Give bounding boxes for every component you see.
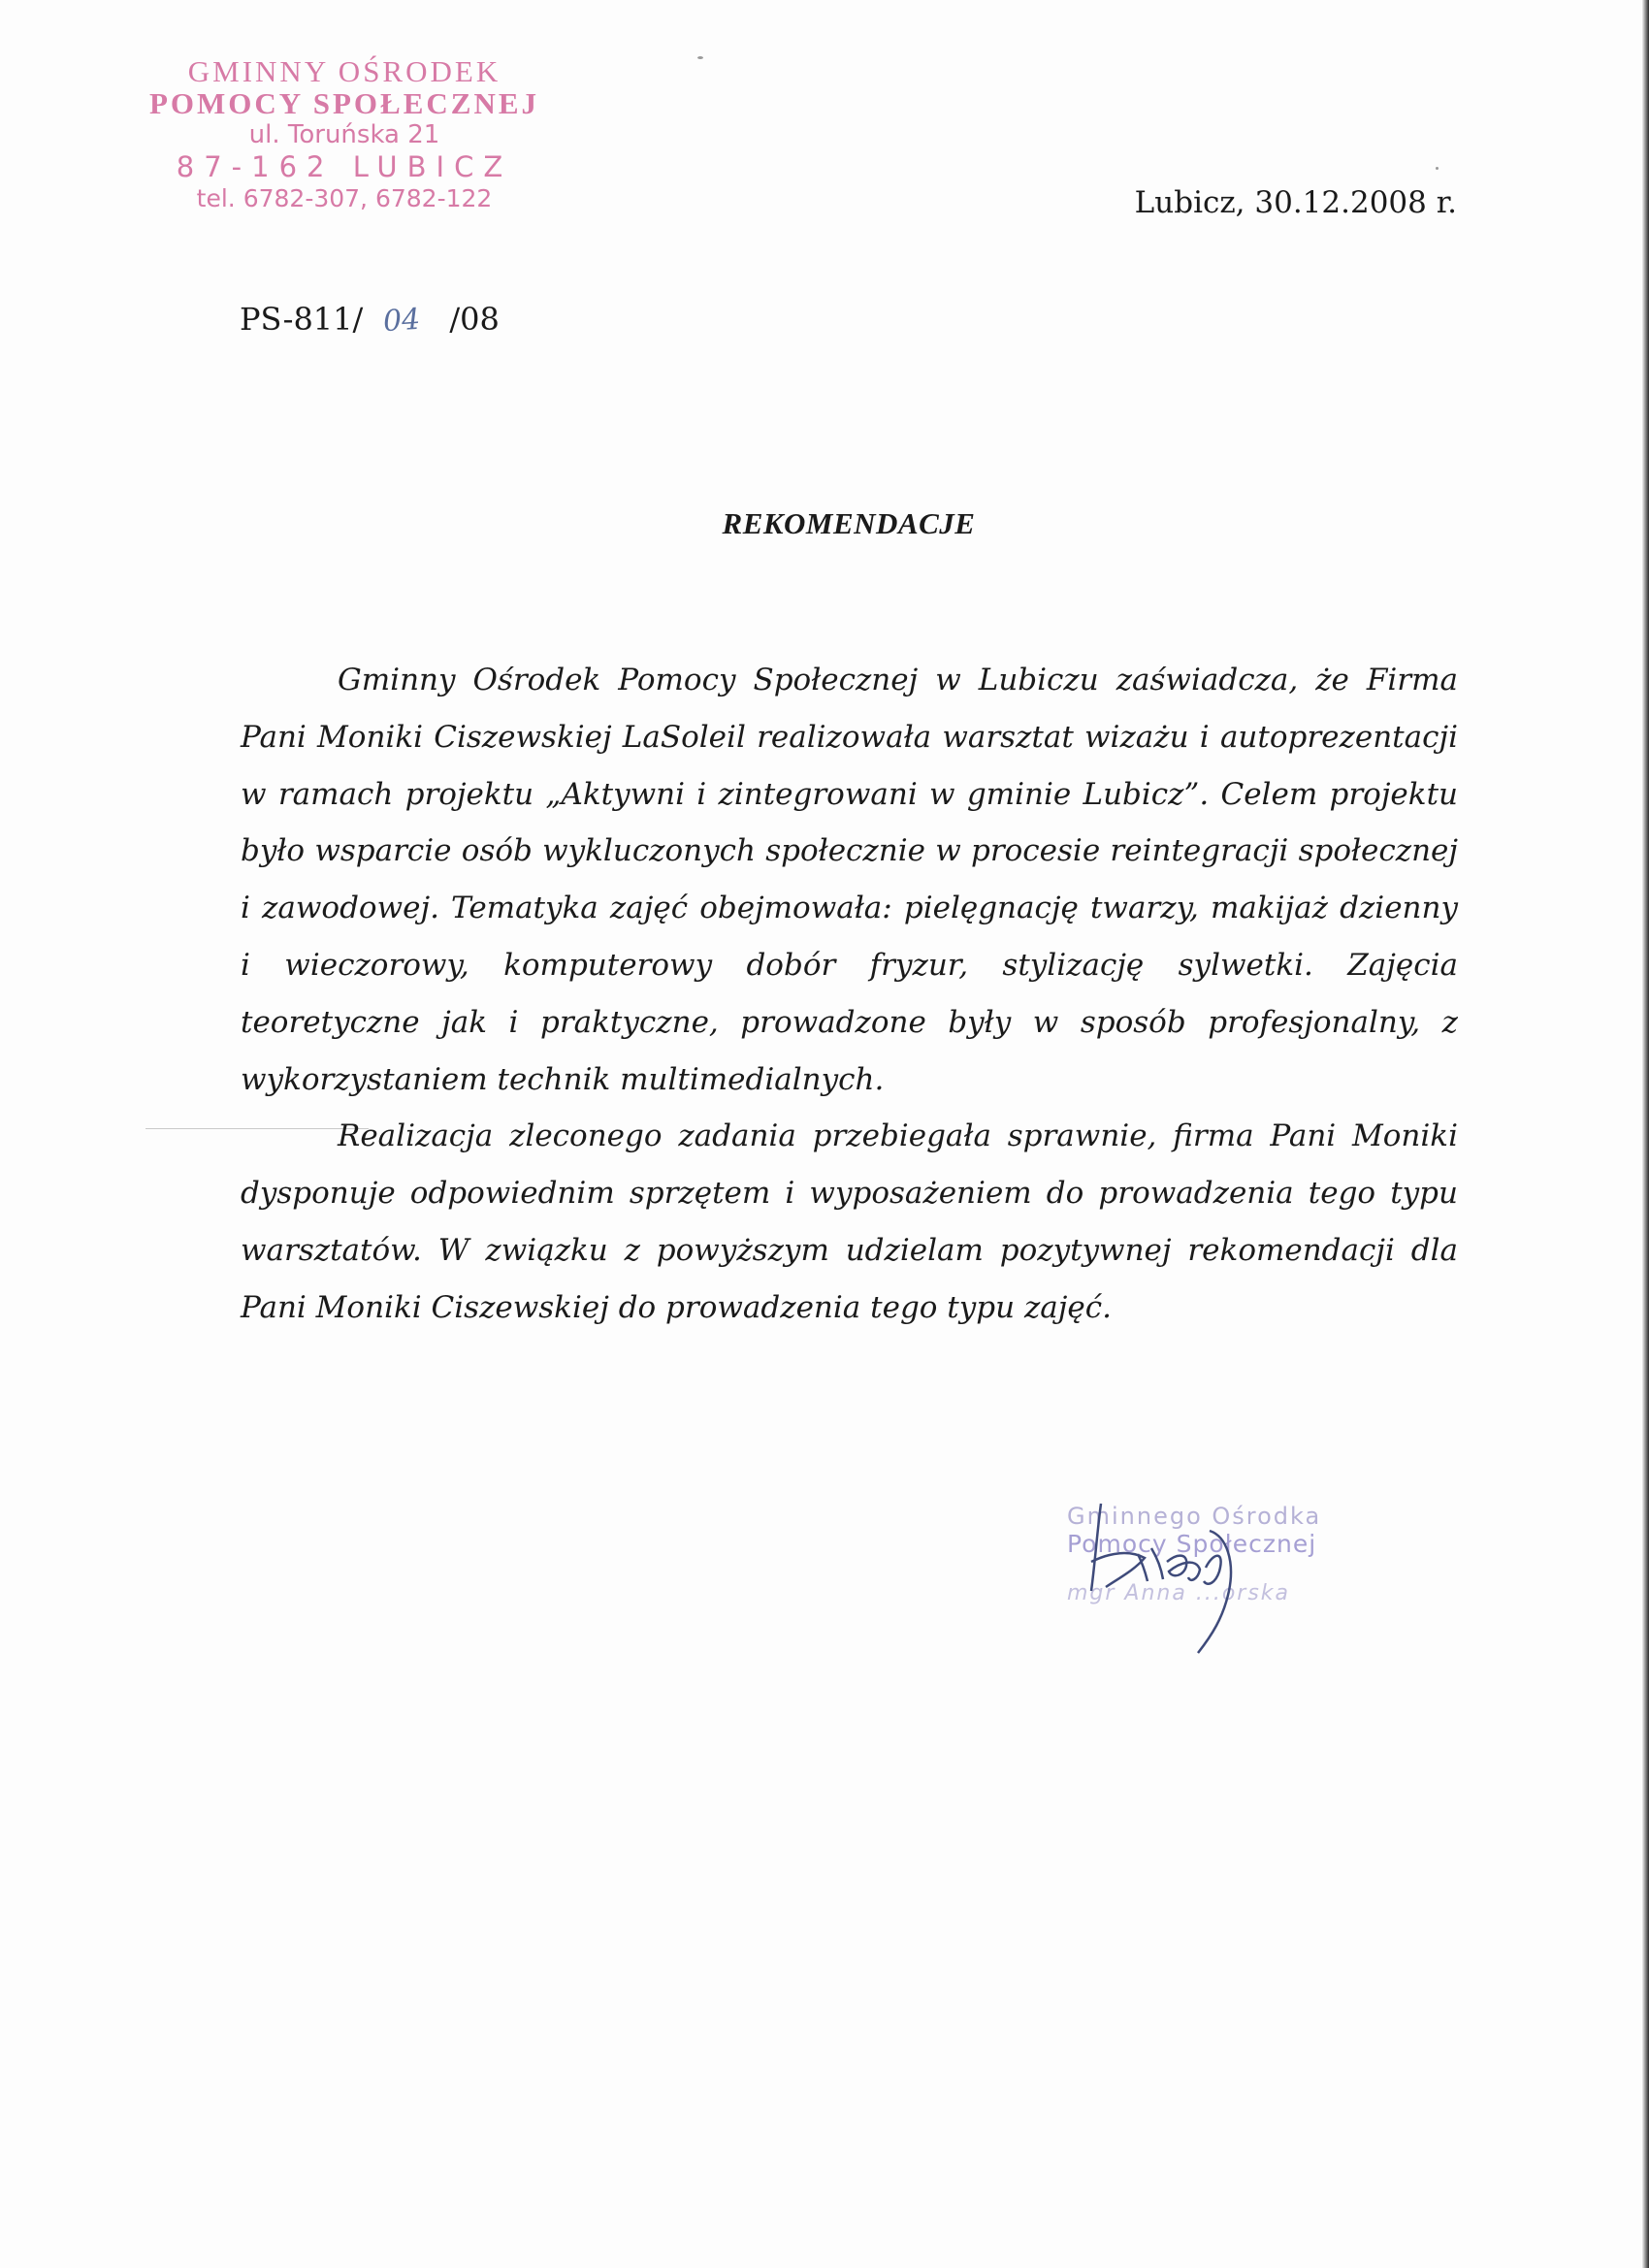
scan-edge <box>1642 0 1649 2268</box>
letter-body <box>241 652 1458 1337</box>
stamp-line-street: ul. Toruńska 21 <box>248 120 440 149</box>
body-paragraph: Gminny Ośrodek Pomocy Społecznej w Lubiczu zaświadcza, że Firma Pani Moniki Ciszewskiej LaSoleil realizowała warsztat wizażu i autoprezentacji w ramach projektu „Aktywni i zintegrowani w gminie Lubicz”. Celem projektu było wsparcie osób wykluczonych społecznie w procesie reintegracji społecznej i zawodowej. Tematyka zajęć obejmowała: pielęgnację twarzy, makijaż dzienny i wieczorowy, komputerowy dobór fryzur, stylizację sylwetki. Zajęcia teoretyczne jak i praktyczne, prowadzone były w sposób profesjonalny, z wykorzystaniem technik multimedialnych. <box>241 663 1458 1097</box>
reference-number <box>240 301 500 338</box>
stamp-line-name-2: POMOCY SPOŁECZNEJ <box>148 86 540 120</box>
reference-prefix: PS-811/ <box>240 301 364 338</box>
body-paragraph: Realizacja zleconego zadania przebiegała sprawnie, firma Pani Moniki dysponuje odpowiednim sprzętem i wyposażeniem do prowadzenia tego typu warsztatów. W związku z powyższym udzielam pozytywnej rekomendacji dla Pani Moniki Ciszewskiej do prowadzenia tego typu zajęć. <box>241 1118 1458 1325</box>
institution-stamp <box>126 56 563 211</box>
reference-handwritten-number: 04 <box>381 302 422 340</box>
document-title: REKOMENDACJE <box>722 506 976 540</box>
stamp-line-name: GMINNY OŚRODEK <box>187 54 501 88</box>
reference-suffix: /08 <box>449 301 500 338</box>
handwritten-signature <box>1052 1494 1305 1659</box>
letter-date: Lubicz, 30.12.2008 r. <box>1134 185 1457 220</box>
signature-stamp-line: Gminnego Ośrodka <box>1067 1503 1322 1530</box>
scan-speck <box>697 56 703 59</box>
stamp-line-city: 87-162 LUBICZ <box>176 150 513 183</box>
signature-stamp-line: Pomocy Społecznej <box>1067 1530 1317 1558</box>
stamp-line-phone: tel. 6782-307, 6782-122 <box>196 184 493 212</box>
scan-speck <box>1436 167 1439 170</box>
signature-stamp-line: mgr Anna ...orska <box>1067 1581 1291 1605</box>
